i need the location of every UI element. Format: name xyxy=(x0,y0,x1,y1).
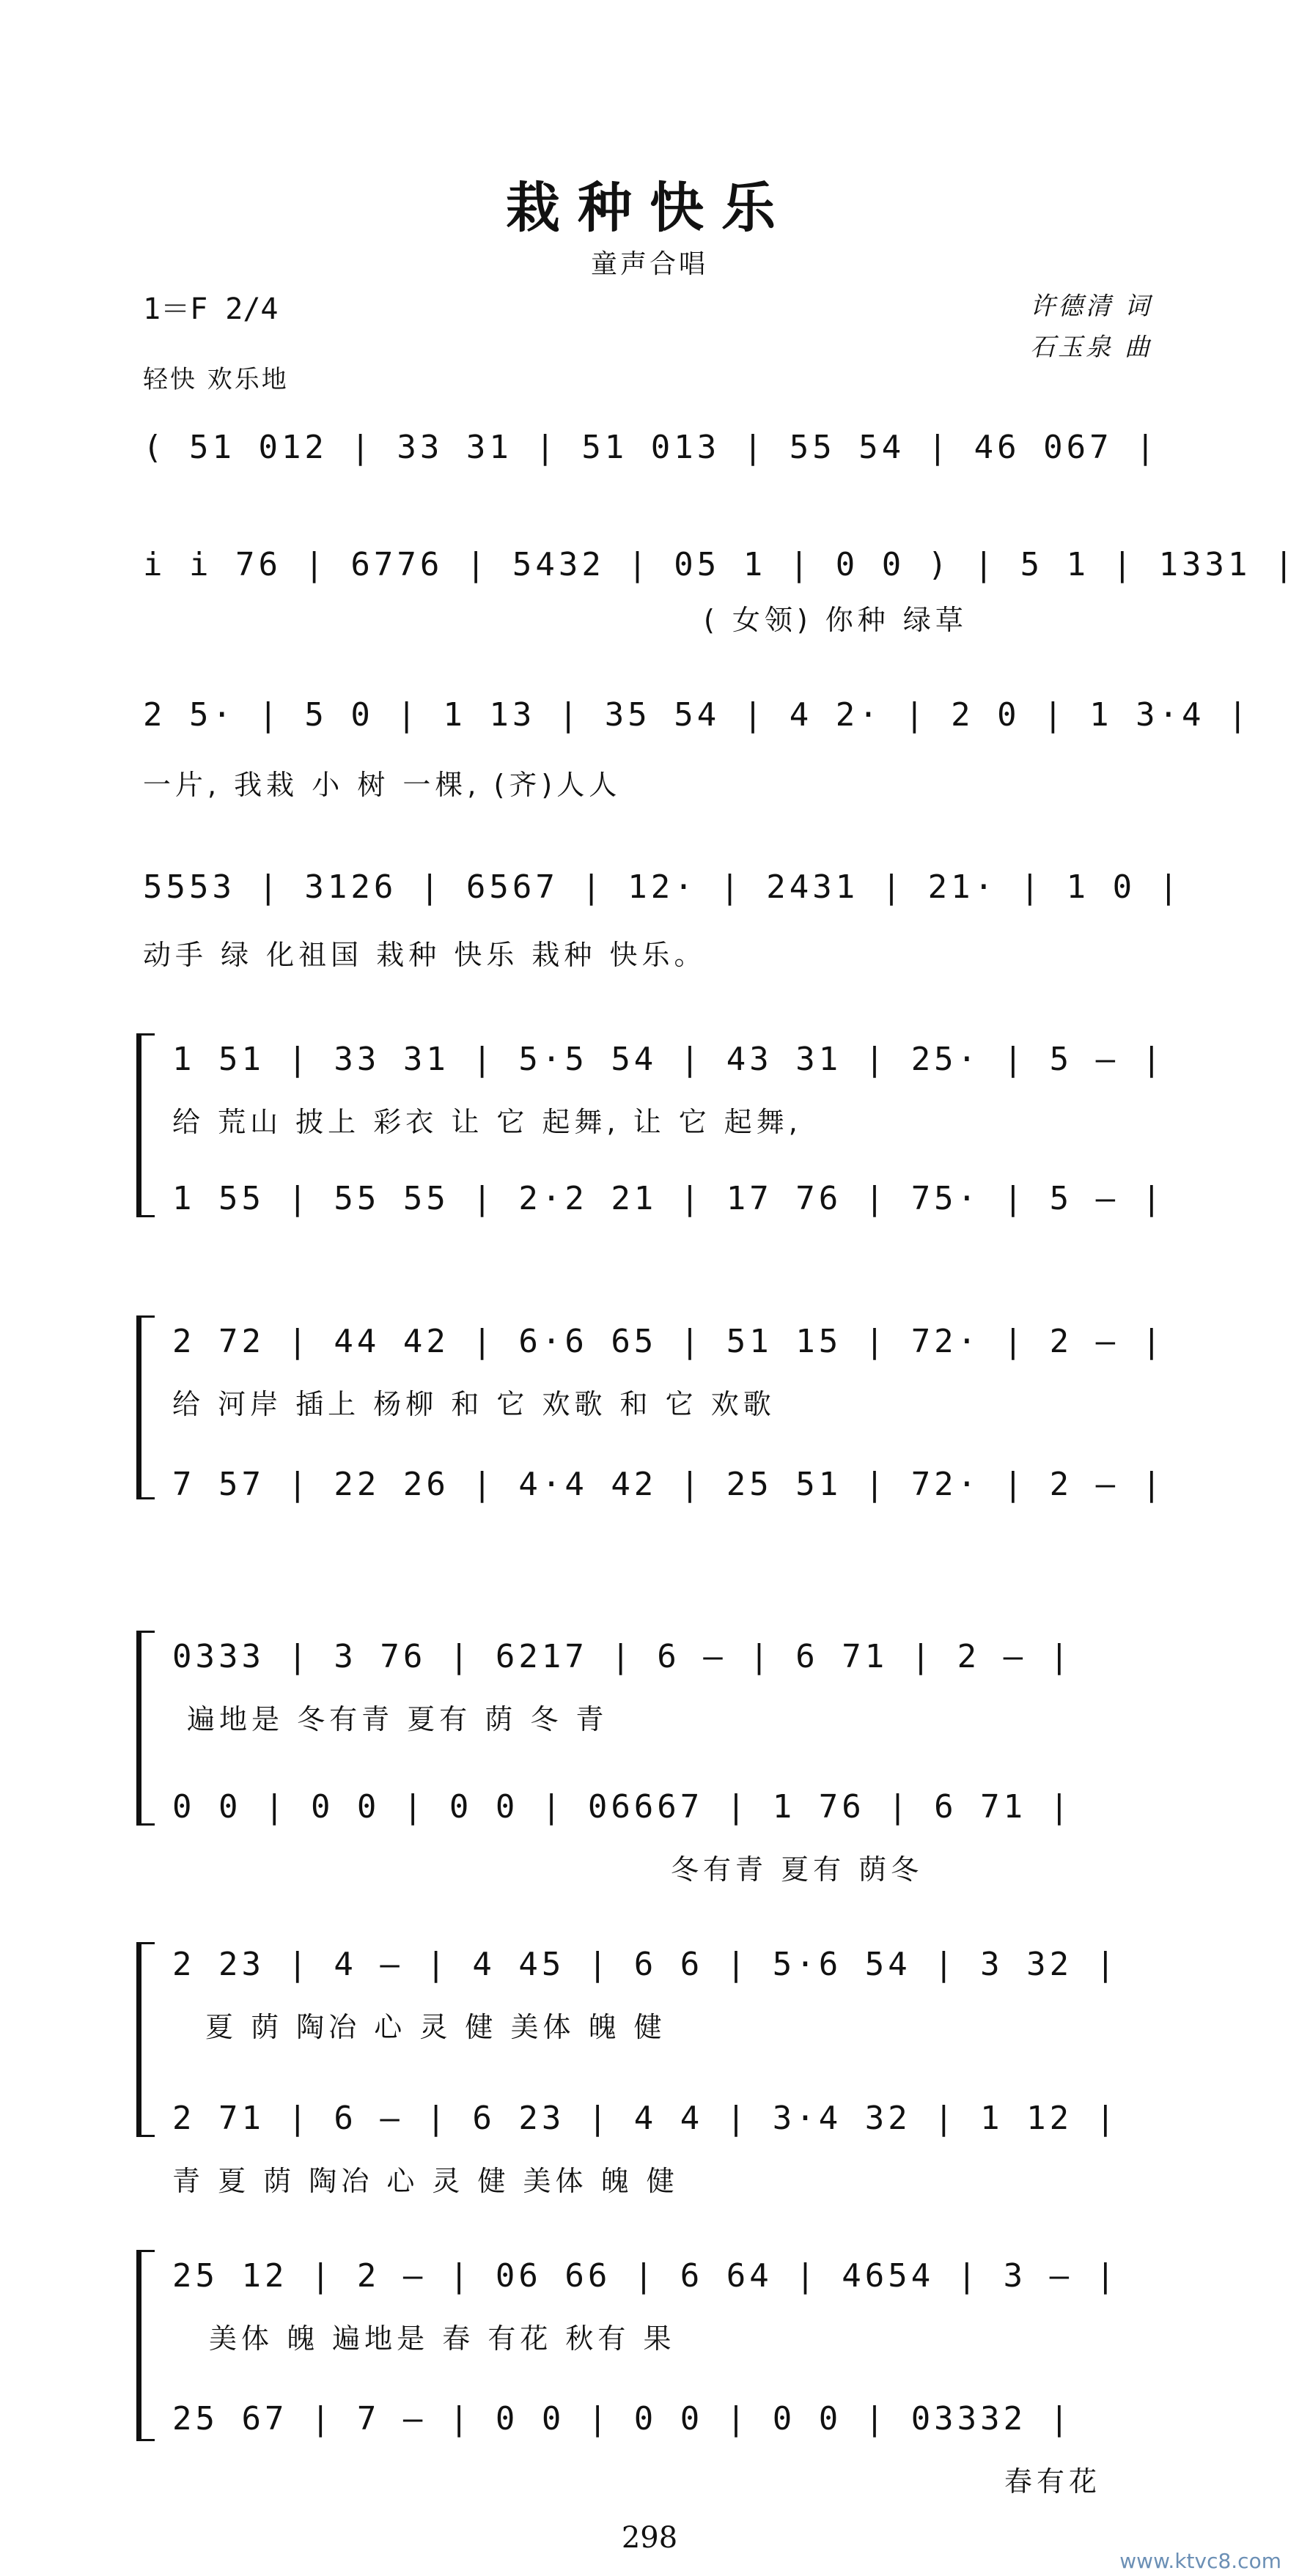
tempo-marking: 轻快 欢乐地 xyxy=(143,365,289,394)
part-bracket xyxy=(136,1315,155,1499)
composer-credit: 石玉泉 曲 xyxy=(1030,333,1152,362)
score-row: 2 5· | 5 0 | 1 13 | 35 54 | 4 2· | 2 0 | 1 3·4 | xyxy=(143,696,1251,734)
score-row: ( 51 012 | 33 31 | 51 013 | 55 54 | 46 067 | xyxy=(143,429,1159,466)
lyricist-credit: 许德清 词 xyxy=(1030,292,1152,321)
lyric-line: 春有花 xyxy=(1004,2465,1102,2498)
part-bracket xyxy=(136,1631,155,1826)
score-row: 2 23 | 4 – | 4 45 | 6 6 | 5·6 54 | 3 32 | xyxy=(172,1946,1119,1983)
lyric-line: 美体 魄 遍地是 春 有花 秋有 果 xyxy=(209,2322,676,2355)
lyric-line: 给 河岸 插上 杨柳 和 它 欢歌 和 它 欢歌 xyxy=(172,1388,776,1420)
score-row: 25 67 | 7 – | 0 0 | 0 0 | 0 0 | 03332 | xyxy=(172,2400,1073,2437)
score-row: 1 51 | 33 31 | 5·5 54 | 43 31 | 25· | 5 – | xyxy=(172,1041,1166,1078)
score-row: 2 72 | 44 42 | 6·6 65 | 51 15 | 72· | 2 – | xyxy=(172,1323,1166,1360)
lyric-line: 遍地是 冬有青 夏有 荫 冬 青 xyxy=(187,1703,608,1735)
part-bracket xyxy=(136,1942,155,2137)
score-row: 25 12 | 2 – | 06 66 | 6 64 | 4654 | 3 – | xyxy=(172,2257,1119,2295)
score-row: 0 0 | 0 0 | 0 0 | 06667 | 1 76 | 6 71 | xyxy=(172,1788,1073,1826)
lyric-line: 一片, 我栽 小 树 一棵, (齐)人人 xyxy=(143,769,622,801)
score-row: i i 76 | 6776 | 5432 | 05 1 | 0 0 ) | 5 1 | 1331 | xyxy=(143,546,1298,583)
part-bracket xyxy=(136,1033,155,1217)
score-row: 1 55 | 55 55 | 2·2 21 | 17 76 | 75· | 5 – | xyxy=(172,1180,1166,1217)
lyric-line: 冬有青 夏有 荫冬 xyxy=(671,1853,924,1886)
lyric-line: 动手 绿 化祖国 栽种 快乐 栽种 快乐。 xyxy=(143,939,707,971)
part-bracket xyxy=(136,2250,155,2441)
score-row: 7 57 | 22 26 | 4·4 42 | 25 51 | 72· | 2 – | xyxy=(172,1466,1166,1503)
score-row: 2 71 | 6 – | 6 23 | 4 4 | 3·4 32 | 1 12 | xyxy=(172,2100,1119,2137)
score-row: 0333 | 3 76 | 6217 | 6 – | 6 71 | 2 – | xyxy=(172,1638,1073,1675)
key-signature: 1＝F 2/4 xyxy=(143,292,279,326)
subtitle: 童声合唱 xyxy=(590,249,708,279)
lyric-line: 青 夏 荫 陶冶 心 灵 健 美体 魄 健 xyxy=(172,2165,679,2197)
lyric-line: 给 荒山 披上 彩衣 让 它 起舞, 让 它 起舞, xyxy=(172,1106,802,1138)
lyric-line: ( 女领) 你种 绿草 xyxy=(704,604,968,636)
page-number: 298 xyxy=(621,2521,678,2555)
watermark: www.ktvc8.com xyxy=(1119,2549,1281,2573)
page-title: 栽种快乐 xyxy=(506,177,793,240)
score-row: 5553 | 3126 | 6567 | 12· | 2431 | 21· | 1 0 | xyxy=(143,868,1182,906)
lyric-line: 夏 荫 陶冶 心 灵 健 美体 魄 健 xyxy=(205,2011,666,2043)
